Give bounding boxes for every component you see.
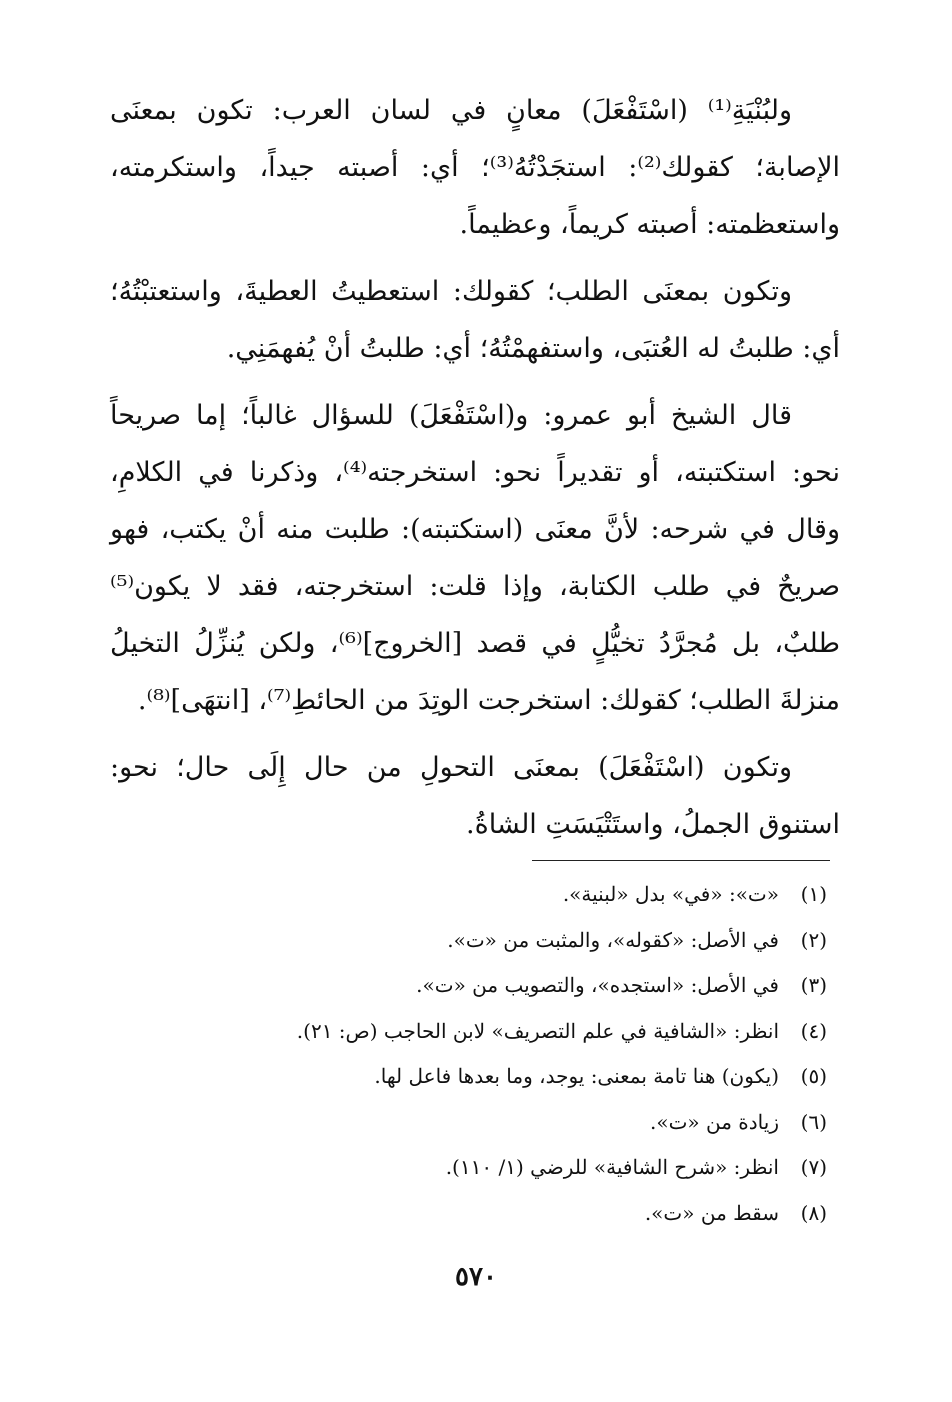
footnote-text: انظر: «شرح الشافية» للرضي (١/ ١١٠). [445,1155,779,1179]
footnote-number: (١) [800,882,827,906]
footnote-number: (٧) [800,1155,827,1179]
footnote-number: (٦) [800,1109,827,1134]
footnote-text: في الأصل: «كقوله»، والمثبت من «ت». [447,927,779,952]
paragraph: قال الشيخ أبو عمرو: و(اسْتَفْعَلَ) للسؤال غالباً؛ إما صريحاً نحو: استكتبته، أو تقديراً نحو: استخرجته⁽⁴⁾، وذكرنا في الكلامِ، وقال في شرحه: لأنَّ معنَى (استكتبته): طلبت منه أنْ يكتب، فهو صريحٌ في طلب الكتابة، وإذا قلت: استخرجته، فقد لا يكون⁽⁵⁾ طلبٌ، بل مُجرَّدُ تخيُّلٍ في قصد [الخروج]⁽⁶⁾، ولكن يُنزِّلُ التخيلُ منزلةَ الطلب؛ كقولك: استخرجت الوتِدَ من الحائطِ⁽⁷⁾، [انتهَى]⁽⁸⁾. [110,400,840,716]
footnote [127,1191,827,1237]
footnote-number: (٣) [800,973,827,997]
footnote-text: في الأصل: «استجده»، والتصويب من «ت». [416,973,779,997]
footnote-text: سقط من «ت». [644,1200,779,1225]
footnote [127,963,827,1009]
paragraph: وتكون بمعنَى الطلب؛ كقولك: استعطيتُ العطيةَ، واستعتبْتُهُ؛ أي: طلبتُ له العُتبَى، واستفهمْتُهُ؛ أي: طلبتُ أنْ يُفهمَنِي. [110,276,840,364]
footnote-number: (٨) [800,1200,827,1225]
footnote [127,918,827,964]
footnote-number: (٥) [800,1064,827,1088]
footnotes-list [127,872,827,1236]
footnote-number: (٢) [800,927,827,952]
page-number: ٥٧٠ [455,1262,497,1292]
footnote [127,872,827,918]
footnote-separator [532,860,830,861]
footnote-text: زيادة من «ت». [649,1109,779,1134]
footnote [127,1145,827,1191]
footnote [127,1009,827,1055]
footnote-text: «ت»: «في» بدل «لبنية». [562,882,779,906]
footnote [127,1054,827,1100]
main-text [110,82,840,863]
paragraph: وتكون (اسْتَفْعَلَ) بمعنَى التحولِ من حال إِلَى حال؛ نحو: استنوق الجملُ، واستَتْيَسَتِ الشاةُ. [110,752,840,840]
footnote [127,1100,827,1146]
footnote-text: انظر: «الشافية في علم التصريف» لابن الحاجب (ص: ٢١). [296,1018,779,1043]
paragraph: ولبُنْيَةِ⁽¹⁾ (اسْتَفْعَلَ) معانٍ في لسان العرب: تكون بمعنَى الإصابة؛ كقولك⁽²⁾: استجَدْتُهُ⁽³⁾؛ أي: أصبته جيداً، واستكرمته، واستعظمته: أصبته كريماً، وعظيماً. [110,95,840,240]
footnote-number: (٤) [800,1018,827,1043]
footnote-text: (يكون) هنا تامة بمعنى: يوجد، وما بعدها فاعل لها. [374,1064,779,1088]
